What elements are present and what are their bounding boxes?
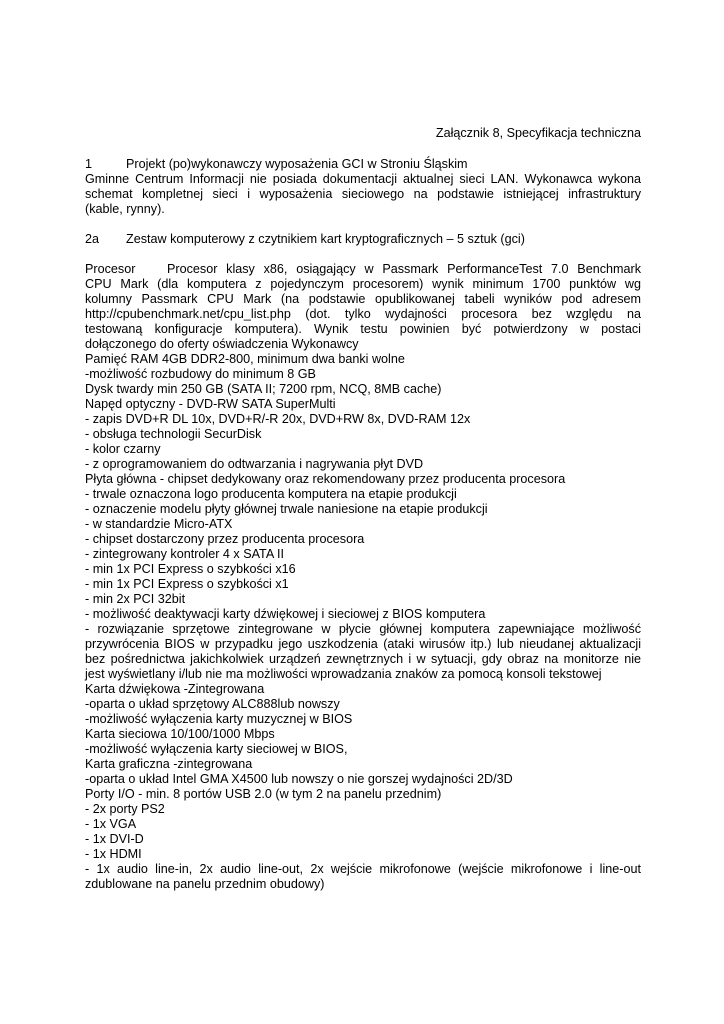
spec-line: - możliwość deaktywacji karty dźwiękowej i sieciowej z BIOS komputera [85, 607, 486, 621]
spec-line: - min 1x PCI Express o szybkości x16 [85, 562, 296, 576]
spec-line: - 2x porty PS2 [85, 802, 165, 816]
spec-line: - min 2x PCI 32bit [85, 592, 186, 606]
processor-description: Procesor klasy x86, osiągający w Passmark PerformanceTest 7.0 Benchmark [167, 262, 641, 276]
spec-line: - oznaczenie modelu płyty głównej trwale naniesione na etapie produkcji [85, 502, 488, 516]
section-1-heading [85, 157, 641, 172]
section-2a-heading [85, 232, 641, 247]
spec-line: -możliwość wyłączenia karty sieciowej w BIOS, [85, 742, 348, 756]
spec-line: - 1x DVI-D [85, 832, 144, 846]
processor-line: testowaną konfiguracje komputera). Wynik testu powinien być potwierdzony w postaci [85, 322, 641, 336]
processor-first-line [85, 262, 641, 277]
spec-line: - zintegrowany kontroler 4 x SATA II [85, 547, 285, 561]
section-1-line: schemat kompletnej sieci i wyposażenia sieciowego na podstawie istniejącej infrastruktury [85, 187, 641, 201]
section-1-line: Gminne Centrum Informacji nie posiada dokumentacji aktualnej sieci LAN. Wykonawca wykona [85, 172, 641, 186]
processor-line: dołączonego do oferty oświadczenia Wykonawcy [85, 337, 359, 351]
spec-line: Dysk twardy min 250 GB (SATA II; 7200 rpm, NCQ, 8MB cache) [85, 382, 442, 396]
spec-line: Płyta główna - chipset dedykowany oraz rekomendowany przez producenta procesora [85, 472, 566, 486]
bios-line: - rozwiązanie sprzętowe zintegrowane w płycie głównej komputera zapewniające możliwość [85, 622, 641, 636]
section-2a-title: Zestaw komputerowy z czytnikiem kart kryptograficznych – 5 sztuk (gci) [126, 232, 525, 246]
bios-line: bez pośrednictwa jakichkolwiek urządzeń zewnętrznych i w sytuacji, gdy obraz na monitorze nie [85, 652, 641, 666]
section-1-title: Projekt (po)wykonawczy wyposażenia GCI w Stroniu Śląskim [126, 157, 468, 171]
processor-label: Procesor [85, 262, 136, 276]
bios-line: jest wyświetlany i/lub nie ma możliwości wprowadzania znaków za pomocą konsoli tekstowej [85, 667, 602, 681]
section-1 [85, 157, 641, 217]
attachment-header: Załącznik 8, Specyfikacja techniczna [435, 126, 641, 140]
spec-line: - w standardzie Micro-ATX [85, 517, 233, 531]
spec-line: - min 1x PCI Express o szybkości x1 [85, 577, 289, 591]
spec-line: - 1x VGA [85, 817, 137, 831]
spec-line: Pamięć RAM 4GB DDR2-800, minimum dwa banki wolne [85, 352, 405, 366]
spec-line: -oparta o układ sprzętowy ALC888lub nowszy [85, 697, 340, 711]
section-2a [85, 232, 641, 247]
spec-line: - kolor czarny [85, 442, 161, 456]
spec-line: -oparta o układ Intel GMA X4500 lub nowszy o nie gorszej wydajności 2D/3D [85, 772, 513, 786]
spec-line: Karta dźwiękowa -Zintegrowana [85, 682, 265, 696]
section-1-number: 1 [85, 157, 93, 171]
spec-line: - trwale oznaczona logo producenta komputera na etapie produkcji [85, 487, 457, 501]
processor-line: kolumny Passmark CPU Mark (na podstawie opublikowanej tabeli wyników pod adresem [85, 292, 641, 306]
spec-line: Napęd optyczny - DVD-RW SATA SuperMulti [85, 397, 336, 411]
spec-line: -możliwość wyłączenia karty muzycznej w BIOS [85, 712, 353, 726]
spec-line: Porty I/O - min. 8 portów USB 2.0 (w tym 2 na panelu przednim) [85, 787, 442, 801]
spec-line: - obsługa technologii SecurDisk [85, 427, 262, 441]
section-1-line: (kable, rynny). [85, 202, 165, 216]
audio-line: zdublowane na panelu przednim obudowy) [85, 877, 325, 891]
section-2a-number: 2a [85, 232, 100, 246]
spec-line: Karta graficzna -zintegrowana [85, 757, 253, 771]
processor-line: http://cpubenchmark.net/cpu_list.php (dot. tylko wydajności procesora bez względu na [85, 307, 641, 321]
document-page [85, 0, 641, 1024]
spec-line: - chipset dostarczony przez producenta procesora [85, 532, 365, 546]
spec-line: - z oprogramowaniem do odtwarzania i nagrywania płyt DVD [85, 457, 424, 471]
spec-line: - 1x HDMI [85, 847, 142, 861]
bios-line: przywrócenia BIOS w przypadku jego uszkodzenia (ataki wirusów itp.) lub nieudanej aktualizacji [85, 637, 641, 651]
spec-line: - zapis DVD+R DL 10x, DVD+R/-R 20x, DVD+RW 8x, DVD-RAM 12x [85, 412, 471, 426]
spec-line: Karta sieciowa 10/100/1000 Mbps [85, 727, 275, 741]
processor-spec [85, 262, 641, 892]
audio-line: - 1x audio line-in, 2x audio line-out, 2x wejście mikrofonowe (wejście mikrofonowe i line-out [85, 862, 641, 876]
spec-line: -możliwość rozbudowy do minimum 8 GB [85, 367, 316, 381]
processor-line: CPU Mark (dla komputera z pojedynczym procesorem) wynik minimum 1700 punktów wg [85, 277, 641, 291]
